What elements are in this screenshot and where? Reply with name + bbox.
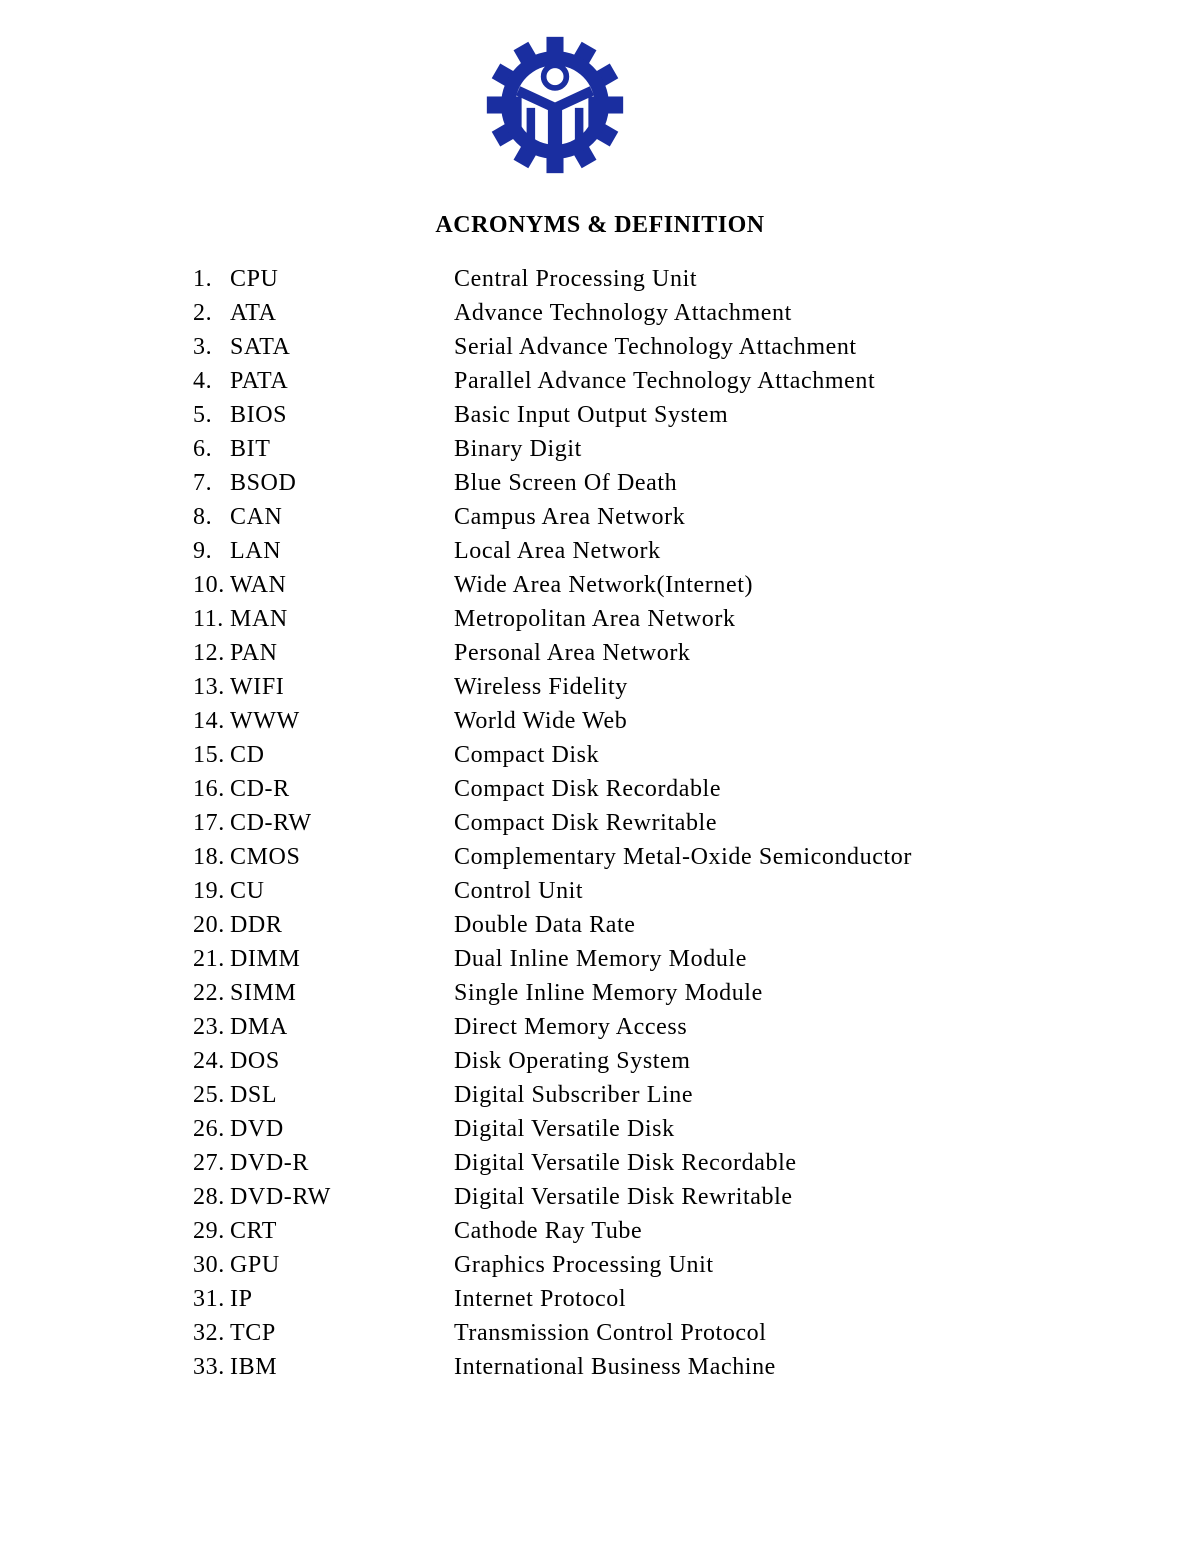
list-item xyxy=(0,636,1200,670)
item-number: 20. xyxy=(193,912,225,938)
list-item xyxy=(0,500,1200,534)
item-number: 4. xyxy=(193,368,213,394)
item-acronym: CRT xyxy=(230,1218,278,1244)
item-number: 8. xyxy=(193,504,213,530)
item-acronym: DOS xyxy=(230,1048,280,1074)
item-number: 16. xyxy=(193,776,225,802)
item-definition: Compact Disk Rewritable xyxy=(454,810,718,836)
list-item xyxy=(0,908,1200,942)
item-definition: Local Area Network xyxy=(454,538,661,564)
item-acronym: LAN xyxy=(230,538,282,564)
item-number: 19. xyxy=(193,878,225,904)
item-definition: Metropolitan Area Network xyxy=(454,606,736,632)
list-item xyxy=(0,534,1200,568)
item-number: 21. xyxy=(193,946,225,972)
item-definition: Transmission Control Protocol xyxy=(454,1320,767,1346)
list-item xyxy=(0,1146,1200,1180)
item-acronym: CPU xyxy=(230,266,279,292)
list-item xyxy=(0,840,1200,874)
list-item xyxy=(0,874,1200,908)
item-number: 12. xyxy=(193,640,225,666)
item-definition: Personal Area Network xyxy=(454,640,691,666)
item-definition: Direct Memory Access xyxy=(454,1014,688,1040)
item-acronym: CU xyxy=(230,878,265,904)
item-acronym: CMOS xyxy=(230,844,301,870)
item-definition: Disk Operating System xyxy=(454,1048,691,1074)
item-definition: Dual Inline Memory Module xyxy=(454,946,747,972)
list-item xyxy=(0,568,1200,602)
item-number: 3. xyxy=(193,334,213,360)
item-number: 7. xyxy=(193,470,213,496)
item-definition: Cathode Ray Tube xyxy=(454,1218,643,1244)
item-number: 6. xyxy=(193,436,213,462)
item-definition: Digital Versatile Disk xyxy=(454,1116,675,1142)
item-acronym: WIFI xyxy=(230,674,285,700)
item-acronym: BIOS xyxy=(230,402,288,428)
item-acronym: WAN xyxy=(230,572,287,598)
item-definition: Digital Subscriber Line xyxy=(454,1082,694,1108)
list-item xyxy=(0,398,1200,432)
item-definition: Control Unit xyxy=(454,878,584,904)
list-item xyxy=(0,976,1200,1010)
list-item xyxy=(0,1112,1200,1146)
item-number: 9. xyxy=(193,538,213,564)
item-number: 25. xyxy=(193,1082,225,1108)
item-number: 14. xyxy=(193,708,225,734)
item-definition: Basic Input Output System xyxy=(454,402,729,428)
item-number: 33. xyxy=(193,1354,225,1380)
item-acronym: DDR xyxy=(230,912,283,938)
item-acronym: PATA xyxy=(230,368,289,394)
item-acronym: GPU xyxy=(230,1252,280,1278)
item-acronym: BSOD xyxy=(230,470,297,496)
item-acronym: DVD-R xyxy=(230,1150,309,1176)
item-acronym: SIMM xyxy=(230,980,297,1006)
item-number: 30. xyxy=(193,1252,225,1278)
list-item xyxy=(0,942,1200,976)
item-acronym: DVD xyxy=(230,1116,284,1142)
figure-body xyxy=(548,105,562,162)
item-acronym: CD xyxy=(230,742,265,768)
item-acronym: MAN xyxy=(230,606,288,632)
item-acronym: CD-R xyxy=(230,776,290,802)
item-number: 5. xyxy=(193,402,213,428)
item-number: 18. xyxy=(193,844,225,870)
item-number: 29. xyxy=(193,1218,225,1244)
list-item xyxy=(0,1010,1200,1044)
list-item xyxy=(0,466,1200,500)
item-acronym: ATA xyxy=(230,300,277,326)
item-number: 15. xyxy=(193,742,225,768)
list-item xyxy=(0,1282,1200,1316)
item-number: 31. xyxy=(193,1286,225,1312)
list-item xyxy=(0,602,1200,636)
item-definition: Digital Versatile Disk Rewritable xyxy=(454,1184,793,1210)
item-acronym: DVD-RW xyxy=(230,1184,331,1210)
list-item xyxy=(0,772,1200,806)
item-number: 2. xyxy=(193,300,213,326)
item-definition: Graphics Processing Unit xyxy=(454,1252,714,1278)
list-item xyxy=(0,432,1200,466)
tesda-logo-icon xyxy=(484,34,626,176)
item-number: 28. xyxy=(193,1184,225,1210)
item-definition: Compact Disk Recordable xyxy=(454,776,722,802)
list-item xyxy=(0,296,1200,330)
item-acronym: DMA xyxy=(230,1014,288,1040)
item-acronym: IP xyxy=(230,1286,253,1312)
item-number: 13. xyxy=(193,674,225,700)
item-acronym: DSL xyxy=(230,1082,278,1108)
item-definition: Binary Digit xyxy=(454,436,582,462)
list-item xyxy=(0,1248,1200,1282)
list-item xyxy=(0,1078,1200,1112)
list-item xyxy=(0,738,1200,772)
item-number: 22. xyxy=(193,980,225,1006)
item-definition: International Business Machine xyxy=(454,1354,776,1380)
list-item xyxy=(0,806,1200,840)
item-definition: Complementary Metal-Oxide Semiconductor xyxy=(454,844,912,870)
item-definition: Campus Area Network xyxy=(454,504,686,530)
item-number: 26. xyxy=(193,1116,225,1142)
list-item xyxy=(0,330,1200,364)
item-definition: Digital Versatile Disk Recordable xyxy=(454,1150,797,1176)
item-definition: World Wide Web xyxy=(454,708,628,734)
item-number: 17. xyxy=(193,810,225,836)
item-definition: Double Data Rate xyxy=(454,912,636,938)
item-definition: Central Processing Unit xyxy=(454,266,698,292)
list-item xyxy=(0,364,1200,398)
item-definition: Wireless Fidelity xyxy=(454,674,628,700)
list-item xyxy=(0,1316,1200,1350)
item-number: 32. xyxy=(193,1320,225,1346)
item-definition: Advance Technology Attachment xyxy=(454,300,792,326)
item-acronym: IBM xyxy=(230,1354,278,1380)
list-item xyxy=(0,704,1200,738)
item-acronym: CAN xyxy=(230,504,283,530)
item-acronym: TCP xyxy=(230,1320,276,1346)
list-item xyxy=(0,262,1200,296)
item-acronym: SATA xyxy=(230,334,291,360)
item-definition: Blue Screen Of Death xyxy=(454,470,678,496)
item-number: 11. xyxy=(193,606,224,632)
item-acronym: WWW xyxy=(230,708,300,734)
page-title: ACRONYMS & DEFINITION xyxy=(435,212,765,238)
acronym-list xyxy=(0,262,1200,1384)
item-number: 10. xyxy=(193,572,225,598)
item-definition: Serial Advance Technology Attachment xyxy=(454,334,857,360)
item-definition: Wide Area Network(Internet) xyxy=(454,572,754,598)
item-number: 1. xyxy=(193,266,213,292)
item-definition: Parallel Advance Technology Attachment xyxy=(454,368,876,394)
item-number: 23. xyxy=(193,1014,225,1040)
item-number: 24. xyxy=(193,1048,225,1074)
list-item xyxy=(0,1044,1200,1078)
item-acronym: PAN xyxy=(230,640,278,666)
item-acronym: CD-RW xyxy=(230,810,312,836)
list-item xyxy=(0,670,1200,704)
list-item xyxy=(0,1350,1200,1384)
item-definition: Single Inline Memory Module xyxy=(454,980,763,1006)
item-definition: Internet Protocol xyxy=(454,1286,627,1312)
item-acronym: DIMM xyxy=(230,946,301,972)
item-number: 27. xyxy=(193,1150,225,1176)
item-definition: Compact Disk xyxy=(454,742,600,768)
list-item xyxy=(0,1214,1200,1248)
list-item xyxy=(0,1180,1200,1214)
item-acronym: BIT xyxy=(230,436,271,462)
